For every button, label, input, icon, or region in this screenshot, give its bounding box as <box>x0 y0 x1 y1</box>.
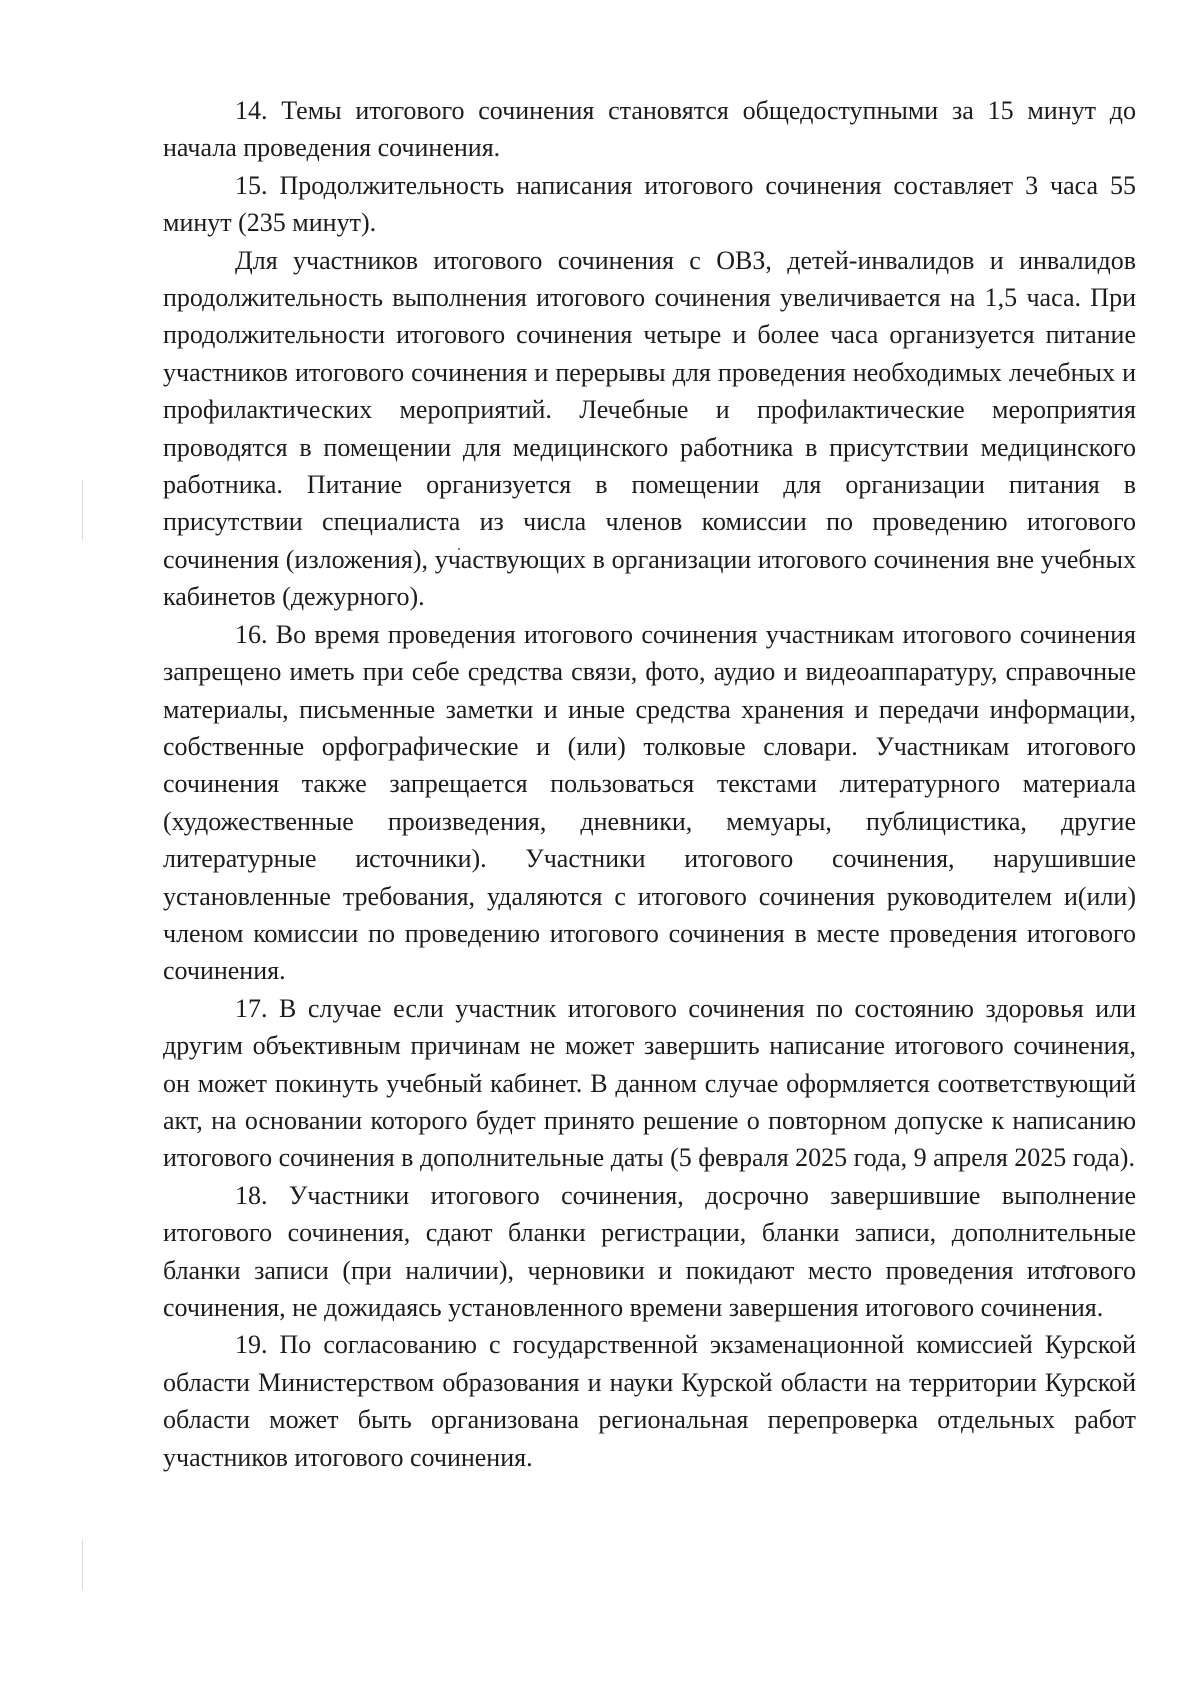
paragraph-17: 17. В случае если участник итогового сочинения по состоянию здоровья или другим объективным причинам не может завершить написание итогового сочинения, он может покинуть учебный кабинет. В данном случае оформляется соответствующий акт, на основании которого будет принято решение о повторном допуске к написанию итогового сочинения в дополнительные даты (5 февраля 2025 года, 9 апреля 2025 года). <box>163 993 1136 1173</box>
paragraph-18: 18. Участники итогового сочинения, досрочно завершившие выполнение итогового сочинения, сдают бланки регистрации, бланки записи, дополнительные бланки записи (при наличии), черновики и покидают место проведения итогового сочинения, не дожидаясь установленного времени завершения итогового сочинения. <box>163 1180 1136 1322</box>
paragraph-16: 16. Во время проведения итогового сочинения участникам итогового сочинения запрещено иметь при себе средства связи, фото, аудио и видеоаппаратуру, справочные материалы, письменные заметки и иные средства хранения и передачи информации, собственные орфографические и (или) толковые словари. Участникам итогового сочинения также запрещается пользоваться текстами литературного материала (художественные произведения, дневники, мемуары, публицистика, другие литературные источники). Участники итогового сочинения, нарушившие установленные требования, удаляются с итогового сочинения руководителем и(или) членом комиссии по проведению итогового сочинения в месте проведения итогового сочинения. <box>163 619 1136 986</box>
scan-artifact-line <box>82 480 83 540</box>
paragraph-19: 19. По согласованию с государственной экзаменационной комиссией Курской области Министерством образования и науки Курской области на территории Курской области может быть организована региональная перепроверка отдельных работ участников итогового сочинения. <box>163 1330 1136 1472</box>
scan-artifact-line <box>82 1540 83 1590</box>
paragraph-15-continuation: Для участников итогового сочинения с ОВЗ, детей-инвалидов и инвалидов продолжительность выполнения итогового сочинения увеличивается на 1,5 часа. При продолжительности итогового сочинения четыре и более часа организуется питание участников итогового сочинения и перерывы для проведения необходимых лечебных и профилактических мероприятий. Лечебные и профилактические мероприятия проводятся в помещении для медицинского работника в присутствии медицинского работника. Питание организуется в помещении для организации питания в присутствии специалиста из числа членов комиссии по проведению итогового сочинения (изложения), участвующих в организации итогового сочинения вне учебных кабинетов (дежурного). <box>163 245 1136 612</box>
paragraph-15: 15. Продолжительность написания итогового сочинения составляет 3 часа 55 минут (235 минут). <box>163 170 1136 238</box>
paragraph-14: 14. Темы итогового сочинения становятся общедоступными за 15 минут до начала проведения сочинения. <box>163 96 1136 163</box>
document-body <box>163 92 1136 1476</box>
